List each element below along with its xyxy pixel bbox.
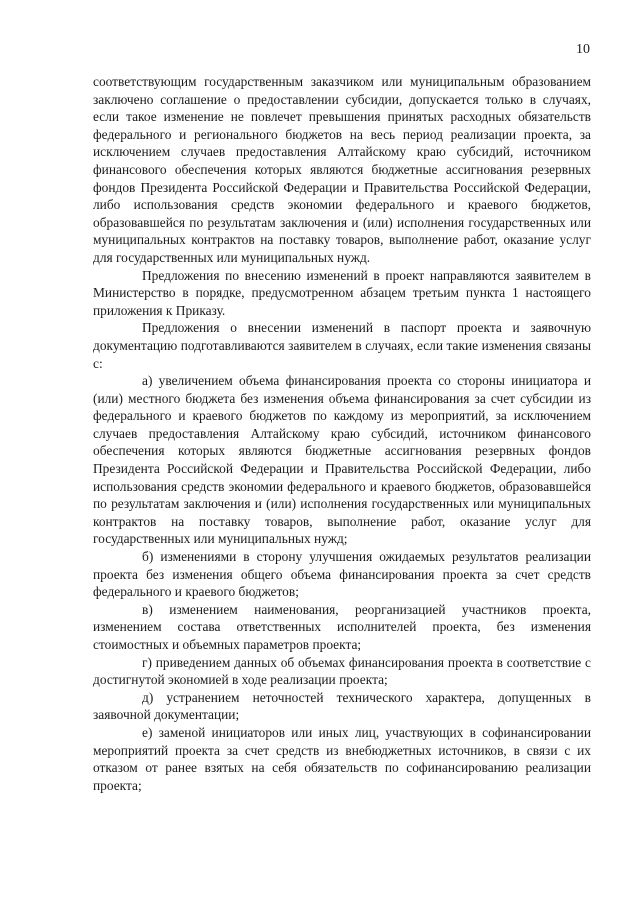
list-item-v: в) изменением наименования, реорганизацией участников проекта, изменением состава ответственных исполнителей проекта, без изменения стоимостных и объемных параметров проекта; [93,601,591,652]
list-item-b: б) изменениями в сторону улучшения ожидаемых результатов реализации проекта без изменения общего объема финансирования проекта за счет средств федерального и краевого бюджетов; [93,549,591,600]
list-item-a: а) увеличением объема финансирования проекта со стороны инициатора и (или) местного бюджета без изменения объема финансирования за счет субсидии из федерального и краевого бюджетов по каждому из мероприятий, за исключением случаев предоставления Алтайскому краю субсидий, источником финансового обеспечения которых являются бюджетные ассигнования резервных фондов Президента Российской Федерации и Правительства Российской Федерации, либо использования средств экономии федерального и краевого бюджетов, образовавшейся по результатам заключения и (или) исполнения государственных или муниципальных контрактов на поставку товаров, выполнение работ, оказание услуг для государственных или муниципальных нужд; [93,373,591,547]
paragraph-proposals-submission: Предложения по внесению изменений в проект направляются заявителем в Министерство в порядке, предусмотренном абзацем третьим пункта 1 настоящего приложения к Приказу. [93,267,591,318]
page-number: 10 [576,42,590,57]
list-item-e: е) заменой инициаторов или иных лиц, участвующих в софинансировании мероприятий проекта за счет средств из внебюджетных источников, в связи с их отказом от ранее взятых на себя обязательств по софинансированию реализации проекта; [93,724,591,793]
document-body [93,73,591,794]
list-item-g: г) приведением данных об объемах финансирования проекта в соответствие с достигнутой экономией в ходе реализации проекта; [93,654,591,688]
paragraph-passport-changes-intro: Предложения о внесении изменений в паспорт проекта и заявочную документацию подготавливаются заявителем в случаях, если такие изменения связаны с: [93,320,591,371]
paragraph-continuation: соответствующим государственным заказчиком или муниципальным образованием заключено соглашение о предоставлении субсидии, допускается только в случаях, если такое изменение не повлечет превышения принятых расходных обязательств федерального и регионального бюджетов на весь период реализации проекта, за исключением случаев предоставления Алтайскому краю субсидий, источником финансового обеспечения которых являются бюджетные ассигнования резервных фондов Президента Российской Федерации и Правительства Российской Федерации, либо использования средств экономии федерального и краевого бюджетов, образовавшейся по результатам заключения и (или) исполнения государственных или муниципальных контрактов на поставку товаров, выполнение работ, оказание услуг для государственных или муниципальных нужд. [93,74,591,265]
list-item-d: д) устранением неточностей технического характера, допущенных в заявочной документации; [93,689,591,723]
